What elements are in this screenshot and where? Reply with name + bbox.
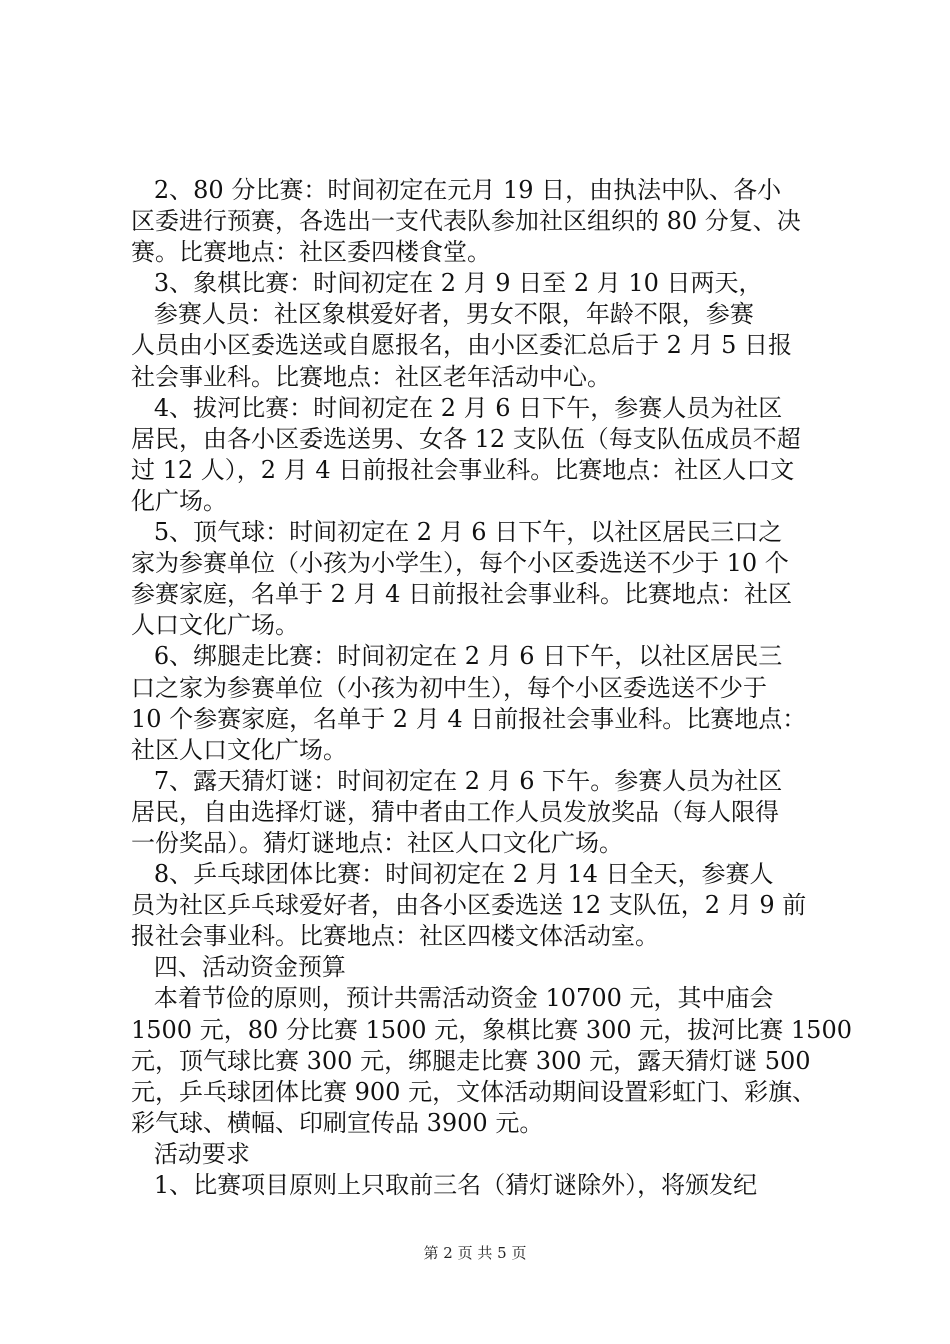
text-line: 10 个参赛家庭，名单于 2 月 4 日前报社会事业科。比赛地点： [131, 704, 807, 733]
document-body [131, 175, 852, 1201]
text-line: 居民，由各小区委选送男、女各 12 支队伍（每支队伍成员不超 [131, 424, 801, 453]
text-line: 1、比赛项目原则上只取前三名（猜灯谜除外），将颁发纪 [131, 1171, 758, 1199]
text-line: 员为社区乒乓球爱好者，由各小区委选送 12 支队伍，2 月 9 前 [131, 891, 807, 920]
text-line: 一份奖品）。猜灯谜地点：社区人口文化广场。 [131, 828, 623, 857]
text-line: 5、顶气球：时间初定在 2 月 6 日下午，以社区居民三口之 [131, 518, 783, 547]
text-line: 7、露天猜灯谜：时间初定在 2 月 6 下午。参赛人员为社区 [131, 766, 783, 795]
text-line: 4、拔河比赛：时间初定在 2 月 6 日下午，参赛人员为社区 [131, 393, 783, 422]
text-line: 参赛家庭，名单于 2 月 4 日前报社会事业科。比赛地点：社区 [131, 580, 793, 609]
text-line: 报社会事业科。比赛地点：社区四楼文体活动室。 [131, 922, 659, 951]
section-heading: 活动要求 [131, 1139, 250, 1168]
text-line: 8、乒乓球团体比赛：时间初定在 2 月 14 日全天，参赛人 [131, 860, 774, 889]
text-line: 6、绑腿走比赛：时间初定在 2 月 6 日下午，以社区居民三 [131, 642, 783, 671]
text-line: 化广场。 [131, 486, 227, 515]
text-line: 2、80 分比赛：时间初定在元月 19 日，由执法中队、各小 [131, 176, 782, 204]
section-heading: 四、活动资金预算 [131, 953, 346, 982]
text-line: 区委进行预赛，各选出一支代表队参加社区组织的 80 分复、决 [131, 207, 801, 236]
text-line: 家为参赛单位（小孩为小学生），每个小区委选送不少于 10 个 [131, 549, 789, 578]
text-line: 人员由小区委选送或自愿报名，由小区委汇总后于 2 月 5 日报 [131, 331, 793, 360]
text-line: 元，顶气球比赛 300 元，绑腿走比赛 300 元，露天猜灯谜 500 [131, 1046, 811, 1075]
text-line: 本着节俭的原则，预计共需活动资金 10700 元，其中庙会 [131, 984, 774, 1013]
text-line: 口之家为参赛单位（小孩为初中生），每个小区委选送不少于 [131, 673, 767, 702]
text-line: 过 12 人），2 月 4 日前报社会事业科。比赛地点：社区人口文 [131, 455, 795, 484]
text-line: 赛。比赛地点：社区委四楼食堂。 [131, 238, 491, 267]
text-line: 彩气球、横幅、印刷宣传品 3900 元。 [131, 1108, 544, 1137]
text-line: 1500 元，80 分比赛 1500 元，象棋比赛 300 元，拔河比赛 1500 [131, 1015, 852, 1044]
page-number-footer: 第 2 页 共 5 页 [423, 1244, 527, 1262]
text-line: 参赛人员：社区象棋爱好者，男女不限，年龄不限，参赛 [131, 300, 754, 329]
text-line: 3、象棋比赛：时间初定在 2 月 9 日至 2 月 10 日两天， [131, 269, 763, 298]
text-line: 社会事业科。比赛地点：社区老年活动中心。 [131, 362, 611, 391]
text-line: 社区人口文化广场。 [131, 735, 347, 764]
text-line: 人口文化广场。 [131, 611, 299, 640]
text-line: 居民，自由选择灯谜，猜中者由工作人员发放奖品（每人限得 [131, 797, 779, 826]
text-line: 元，乒乓球团体比赛 900 元，文体活动期间设置彩虹门、彩旗、 [131, 1077, 817, 1106]
